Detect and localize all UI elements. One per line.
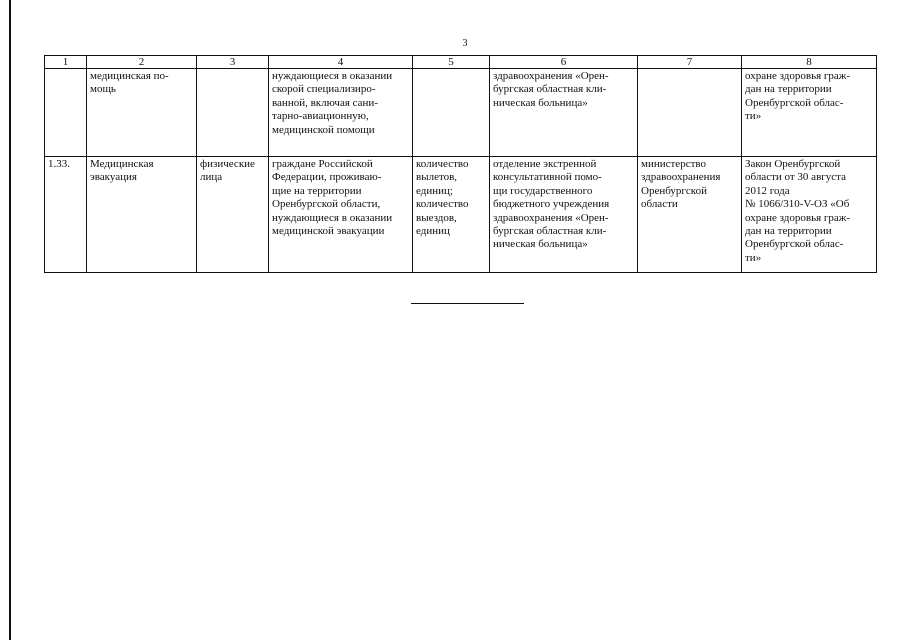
column-number: 8 [742, 56, 877, 69]
table-cell-indicator [413, 69, 490, 157]
services-table [44, 55, 877, 273]
table-cell-service: медицинская по- мощь [87, 69, 197, 157]
column-number: 6 [490, 56, 638, 69]
table-cell-recipients: граждане Российской Федерации, проживаю- щие на территории Оренбургской области, нуждающиеся в оказании медицинской эвакуации [269, 157, 413, 273]
table-cell-legal-basis: Закон Оренбургской области от 30 августа 2012 года № 1066/310-V-ОЗ «Об охране здоровья граж- дан на территории Оренбургской облас- ти» [742, 157, 877, 273]
table-row [45, 69, 877, 157]
table-row [45, 157, 877, 273]
column-number-row [45, 56, 877, 69]
page-number: 3 [462, 38, 468, 49]
table-cell-number: 1.33. [45, 157, 87, 273]
table-cell-provider: отделение экстренной консультативной помо- щи государственного бюджетного учреждения здравоохранения «Орен- бургская областная кли- ническая больница» [490, 157, 638, 273]
table-cell-consumers: физические лица [197, 157, 269, 273]
table-cell-recipients: нуждающиеся в оказании скорой специализиро- ванной, включая сани- тарно-авиационную, медицинской помощи [269, 69, 413, 157]
table-cell-number [45, 69, 87, 157]
end-of-document-rule [411, 303, 524, 304]
column-number: 3 [197, 56, 269, 69]
table-cell-provider: здравоохранения «Орен- бургская областная кли- ническая больница» [490, 69, 638, 157]
column-number: 1 [45, 56, 87, 69]
table-cell-authority [638, 69, 742, 157]
table-cell-authority: министерство здравоохранения Оренбургской области [638, 157, 742, 273]
page-left-edge-line [9, 0, 11, 640]
table-cell-legal-basis: охране здоровья граж- дан на территории Оренбургской облас- ти» [742, 69, 877, 157]
column-number: 4 [269, 56, 413, 69]
column-number: 7 [638, 56, 742, 69]
table-cell-consumers [197, 69, 269, 157]
table-cell-indicator: количество вылетов, единиц; количество выездов, единиц [413, 157, 490, 273]
column-number: 2 [87, 56, 197, 69]
table-cell-service: Медицинская эвакуация [87, 157, 197, 273]
column-number: 5 [413, 56, 490, 69]
